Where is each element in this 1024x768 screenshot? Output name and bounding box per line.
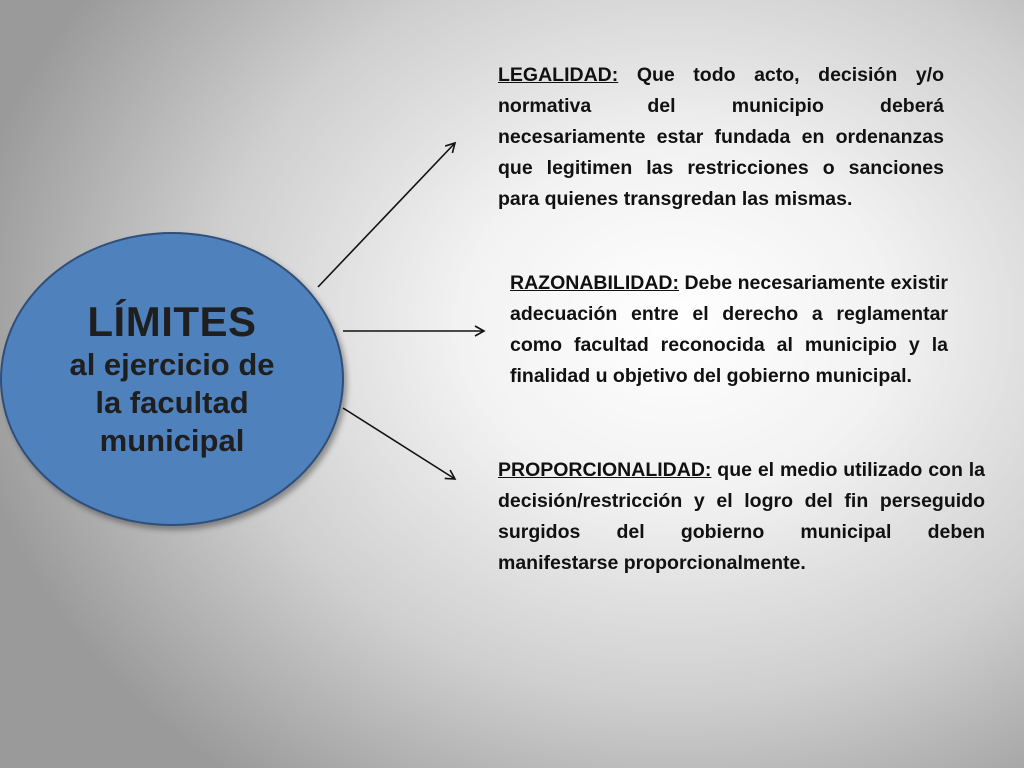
arrow-to-legalidad — [318, 143, 455, 287]
principle-legalidad — [498, 60, 944, 215]
central-subtitle-line-3: municipal — [99, 423, 245, 458]
principle-term: PROPORCIONALIDAD: — [498, 459, 712, 481]
principle-description: que el medio utilizado con la decisión/restricción y el logro del fin perseguido surgidos del gobierno municipal deben manifestarse proporcionalmente. — [498, 459, 985, 574]
principle-term: RAZONABILIDAD: — [510, 272, 679, 294]
principle-term: LEGALIDAD: — [498, 64, 619, 86]
central-concept-ellipse — [0, 232, 344, 526]
central-subtitle-line-1: al ejercicio de — [69, 347, 275, 382]
principle-description: Debe necesariamente existir adecuación entre el derecho a reglamentar como facultad reconocida al municipio y la finalidad u objetivo del gobierno municipal. — [510, 272, 948, 387]
principle-razonabilidad — [510, 268, 948, 392]
central-subtitle-line-2: la facultad — [95, 385, 249, 420]
arrow-to-proporcionalidad — [343, 408, 455, 479]
central-title: LÍMITES — [87, 298, 257, 345]
principle-proporcionalidad — [498, 455, 985, 579]
principle-description: Que todo acto, decisión y/o normativa del municipio deberá necesariamente estar fundada en ordenanzas que legitimen las restricciones o sanciones para quienes transgredan las mismas. — [498, 64, 944, 210]
